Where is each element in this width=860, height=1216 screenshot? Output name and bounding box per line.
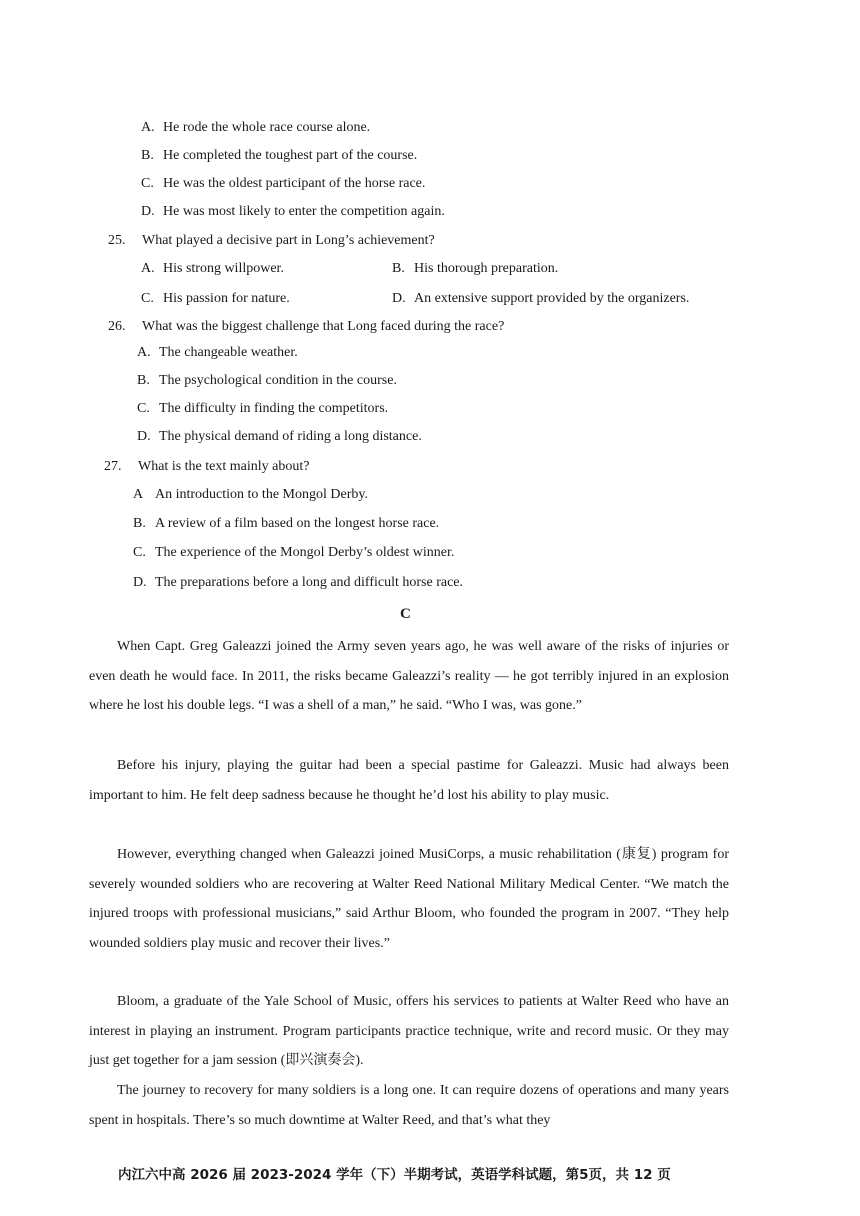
q27-option-b: B. A review of a film based on the longest horse race. xyxy=(133,516,440,531)
q26-option-d: D. The physical demand of riding a long distance. xyxy=(137,429,422,444)
section-c-paragraph-2: Before his injury, playing the guitar had been a special pastime for Galeazzi. Music had always been important to him. He felt deep sadness because he thought he’d lost his ability to play music. xyxy=(89,758,729,803)
page-footer: 内江六中高 2026 届 2023-2024 学年（下）半期考试，英语学科试题，第5页，共 12 页 xyxy=(118,1167,671,1183)
q24-option-a: A. He rode the whole race course alone. xyxy=(141,120,371,135)
section-c-paragraph-1: When Capt. Greg Galeazzi joined the Army seven years ago, he was well aware of the risks of injuries or even death he would face. In 2011, the risks became Galeazzi’s reality — he got terribly injured in an explosion where he lost his double legs. “I was a shell of a man,” he said. “Who I was, was gone.” xyxy=(89,639,729,713)
section-c-paragraph-3: However, everything changed when Galeazzi joined MusiCorps, a music rehabilitation (康复) program for severely wounded soldiers who are recovering at Walter Reed National Military Medical Center. “We match the injured troops with professional musicians,” said Arthur Bloom, who founded the program in 2007. “They help wounded soldiers play music and recover their lives.” xyxy=(89,847,729,951)
q25-option-d: D. An extensive support provided by the organizers. xyxy=(392,291,690,306)
q25-option-b: B. His thorough preparation. xyxy=(392,261,559,276)
section-c-paragraph-4: Bloom, a graduate of the Yale School of Music, offers his services to patients at Walter Reed who have an interest in playing an instrument. Program participants practice technique, write and record music. Or they may just get together for a jam session (即兴演奏会). xyxy=(89,994,729,1068)
q27-option-a: A An introduction to the Mongol Derby. xyxy=(133,487,368,502)
q27-stem: 27. What is the text mainly about? xyxy=(104,459,310,474)
section-c-paragraph-5: The journey to recovery for many soldiers is a long one. It can require dozens of operations and many years spent in hospitals. There’s so much downtime at Walter Reed, and that’s what they xyxy=(89,1083,729,1128)
q25-option-c: C. His passion for nature. xyxy=(141,291,290,306)
q26-option-c: C. The difficulty in finding the competitors. xyxy=(137,401,389,416)
q25-option-a: A. His strong willpower. xyxy=(141,261,284,276)
q24-option-c: C. He was the oldest participant of the horse race. xyxy=(141,176,426,191)
q26-stem: 26. What was the biggest challenge that Long faced during the race? xyxy=(108,319,505,334)
q26-option-b: B. The psychological condition in the course. xyxy=(137,373,397,388)
q24-option-d: D. He was most likely to enter the competition again. xyxy=(141,204,445,219)
q27-option-c: C. The experience of the Mongol Derby’s oldest winner. xyxy=(133,545,455,560)
q25-stem: 25. What played a decisive part in Long’s achievement? xyxy=(108,233,435,248)
section-c-title: C xyxy=(400,606,411,622)
q24-option-b: B. He completed the toughest part of the course. xyxy=(141,148,418,163)
q27-option-d: D. The preparations before a long and difficult horse race. xyxy=(133,575,463,590)
q26-option-a: A. The changeable weather. xyxy=(137,345,298,360)
